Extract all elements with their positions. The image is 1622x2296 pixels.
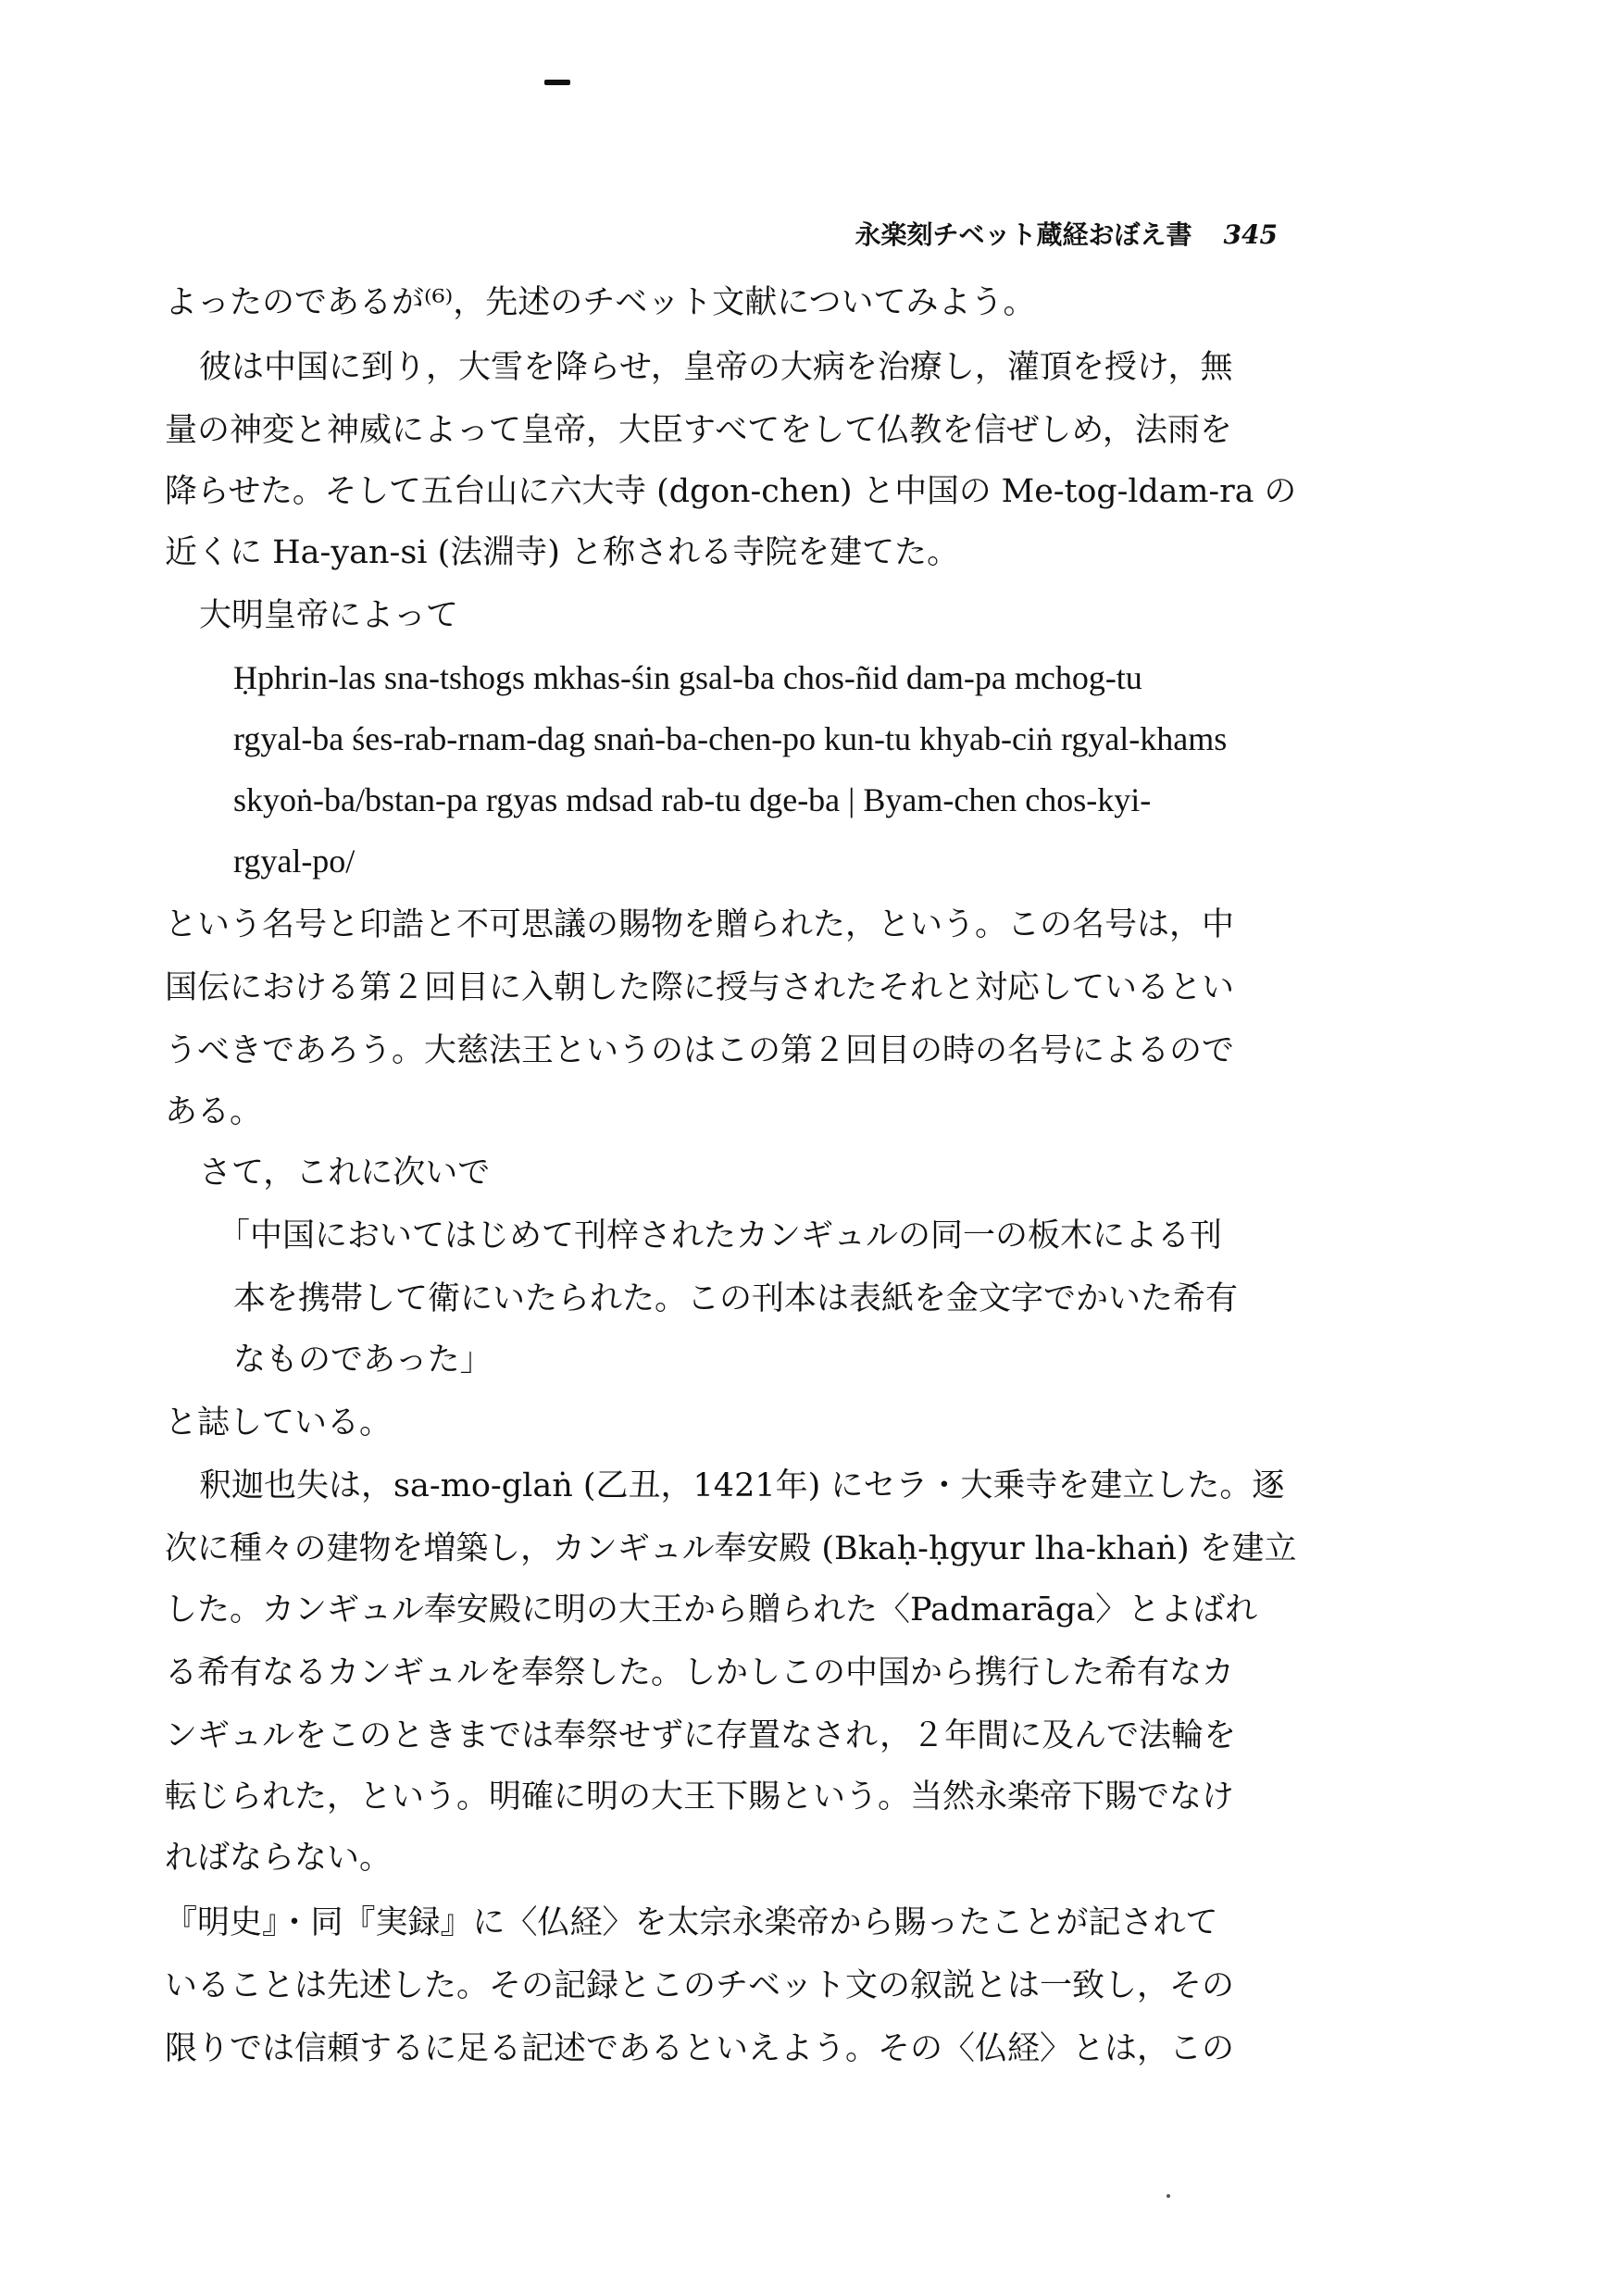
title-line: skyoṅ-ba/bstan-pa rgyas mdsad rab-tu dge-ba | Byam-chen chos-kyi-: [233, 781, 1152, 818]
text-line: いることは先述した。その記録とこのチベット文の叙説とは一致し，その: [165, 1967, 1235, 2004]
text-line: 大明皇帝によって: [199, 597, 459, 634]
text-line: る希有なるカンギュルを奉祭した。しかしこの中国から携行した希有なカ: [165, 1654, 1235, 1691]
quote-line: 本を携帯して衛にいたられた。この刊本は表紙を金文字でかいた希有: [233, 1280, 1239, 1317]
title-line: Ḥphrin-las sna-tshogs mkhas-śin gsal-ba chos-ñid dam-pa mchog-tu: [233, 659, 1142, 696]
text-line: さて，これに次いで: [199, 1154, 491, 1192]
text-line: 彼は中国に到り，大雪を降らせ，皇帝の大病を治療し，灌頂を授け，無: [199, 349, 1233, 386]
scan-mark: [544, 80, 570, 85]
text-line: 『明史』・同『実録』に〈仏経〉を太宗永楽帝から賜ったことが記されて: [165, 1904, 1218, 1941]
text-line: 次に種々の建物を増築し，カンギュル奉安殿 (Bkaḥ-ḥgyur lha-khaṅ) を建立: [165, 1530, 1297, 1567]
text-line: うべきであろう。大慈法王というのはこの第２回目の時の名号によるので: [165, 1032, 1235, 1069]
title-line: rgyal-ba śes-rab-rnam-dag snaṅ-ba-chen-po kun-tu khyab-ciṅ rgyal-khams: [233, 720, 1228, 757]
text-line: という名号と印誥と不可思議の賜物を贈られた，という。この名号は，中: [165, 906, 1235, 943]
text-line: した。カンギュル奉安殿に明の大王から贈られた〈Padmarāga〉とよばれ: [165, 1591, 1258, 1628]
quote-line: なものであった」: [233, 1341, 493, 1379]
scan-speck: [1167, 2194, 1170, 2198]
quote-line: 「中国においてはじめて刊梓されたカンギュルの同一の板木による刊: [218, 1217, 1223, 1254]
title-line: rgyal-po/: [233, 842, 356, 880]
running-title: 永楽刻チベット蔵経おぼえ書: [855, 219, 1192, 250]
page-number: 345: [1223, 219, 1278, 250]
text-line: ればならない。: [165, 1840, 393, 1877]
text-line: ある。: [165, 1093, 263, 1130]
text-line: と誌している。: [165, 1404, 393, 1441]
text-line: 転じられた，という。明確に明の大王下賜という。当然永楽帝下賜でなけ: [165, 1778, 1235, 1816]
text-line: 限りでは信頼するに足る記述であるといえよう。その〈仏経〉とは，この: [165, 2030, 1235, 2067]
running-header: [855, 215, 1278, 252]
text-line: 釈迦也失は，sa-mo-glaṅ (乙丑，1421年) にセラ・大乗寺を建立した。逐: [199, 1467, 1285, 1504]
text-line: 降らせた。そして五台山に六大寺 (dgon-chen) と中国の Me-tog-ldam-ra の: [165, 473, 1297, 510]
text-line: 国伝における第２回目に入朝した際に授与されたそれと対応しているとい: [165, 969, 1235, 1006]
text-line: 量の神変と神威によって皇帝，大臣すべてをして仏教を信ぜしめ，法雨を: [165, 412, 1232, 449]
text-line: よったのであるが⁽⁶⁾，先述のチベット文献についてみよう。: [165, 284, 1036, 321]
text-line: ンギュルをこのときまでは奉祭せずに存置なされ，２年間に及んで法輪を: [165, 1717, 1237, 1754]
text-line: 近くに Ha-yan-si (法淵寺) と称される寺院を建てた。: [165, 534, 960, 571]
